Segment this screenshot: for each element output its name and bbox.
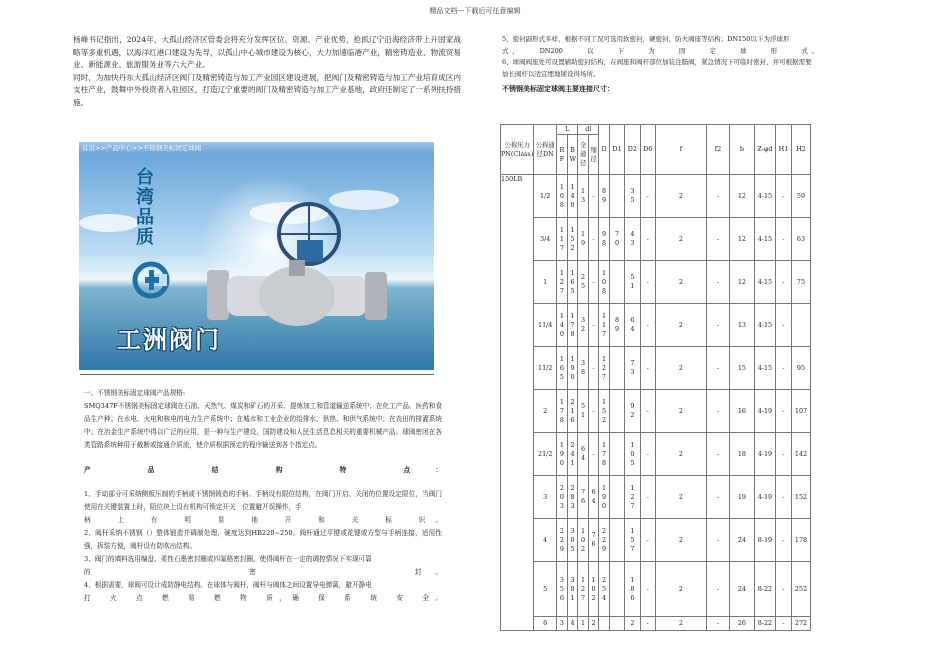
intro-paragraph-1: 杨峰书记指出，2024年，大孤山经济区管委会将充分发挥区位、资源、产业优势，抢抓辽宁沿海经济带上升国家战略等多重机遇，以海洋红港口建设为先导，以孤山中心城市建设为核心，大力加速临港产业，精密铸造业、物流贸易业、新能源业、旅游服务业等六大产业。 — [73, 35, 461, 70]
cell-D2: 105 — [625, 433, 640, 476]
left-intro — [73, 34, 461, 110]
cell-rf: 178 — [557, 390, 568, 433]
company-name: 工洲阀门 — [117, 326, 221, 354]
feature-5: 5、密封副形式多样，根据不同工况可选用软密封，硬密封，防火阀座等结构；DN150以下为浮球形 — [502, 35, 790, 43]
header-reduced: 缩径 — [588, 135, 599, 175]
feature-6: 6、球阀阀座处可设置辅助密封结构，在阀座和阀杆部位加装注脂阀，紧急情况下可临时密封，并可根据需要加长阀杆以适宜埋地铺设得场所。 — [502, 58, 812, 79]
cell-h2: 107 — [792, 390, 811, 433]
cell-bw: 190 — [567, 347, 578, 390]
header-D6: D6 — [640, 125, 655, 175]
cell-D6: - — [640, 218, 655, 261]
cell-f2: - — [706, 304, 729, 347]
cell-f: 2 — [655, 175, 706, 218]
cell-D1 — [609, 347, 624, 390]
header-dn: 公称通径DN — [534, 125, 557, 175]
cell-D: 127 — [599, 347, 610, 390]
cell-D6: - — [640, 390, 655, 433]
cell-D6: - — [640, 261, 655, 304]
spec-heading: 一、不锈钢美标固定球阀产品规格: — [84, 389, 186, 397]
cell-f2: - — [706, 218, 729, 261]
cell-D1 — [609, 519, 624, 562]
cell-h2: 95 — [792, 347, 811, 390]
cell-full: 127 — [578, 562, 589, 617]
cell-rf: 117 — [557, 218, 568, 261]
cell-h2: 152 — [792, 476, 811, 519]
dimensions-table — [500, 124, 811, 631]
table-row — [501, 519, 811, 562]
cell-D6: - — [640, 519, 655, 562]
cell-red: 102 — [588, 562, 599, 617]
cell-D2: 73 — [625, 347, 640, 390]
cell-bw: 241 — [567, 433, 578, 476]
dn-cell: 11/4 — [534, 304, 557, 347]
cell-b: 19 — [729, 476, 754, 519]
cell-bw: 283 — [567, 476, 578, 519]
cell-D2: 157 — [625, 519, 640, 562]
cell-bw: 381 — [567, 562, 578, 617]
header-L: L — [557, 125, 578, 135]
page-header: 精品文档---下载后可任意编辑 — [429, 7, 521, 15]
cell-z: 4-19 — [754, 476, 775, 519]
cell-D6: - — [640, 476, 655, 519]
cell-D2: 92 — [625, 390, 640, 433]
cell-h1: - — [775, 433, 791, 476]
cell-z: 4-19 — [754, 433, 775, 476]
cell-D2: 186 — [625, 562, 640, 617]
feature-1-cont: 柄 上 有 明 显 地 开 和 关 标 识。 — [84, 516, 442, 525]
cell-bw: 140 — [567, 175, 578, 218]
cell-f: 2 — [655, 562, 706, 617]
cell-b: 18 — [729, 433, 754, 476]
cell-f2: - — [706, 433, 729, 476]
dn-cell: 4 — [534, 519, 557, 562]
table-row — [501, 390, 811, 433]
cell-bw: 165 — [567, 261, 578, 304]
header-D2: D2 — [625, 125, 640, 175]
cell-full: 13 — [578, 175, 589, 218]
cell-h1: - — [775, 519, 791, 562]
cell-f: 2 — [655, 617, 706, 631]
cell-red: - — [588, 304, 599, 347]
cell-h2: 252 — [792, 562, 811, 617]
cell-h1: - — [775, 617, 791, 631]
table-row — [501, 617, 811, 631]
cell-red: 64 — [588, 476, 599, 519]
header-D1: D1 — [609, 125, 624, 175]
header-f: f — [655, 125, 706, 175]
header-pn: 公称压力PN(Class) — [501, 125, 534, 175]
cell-D: 152 — [599, 390, 610, 433]
ball-valve-illustration-icon — [199, 200, 399, 330]
cell-red: - — [588, 175, 599, 218]
cell-D1 — [609, 175, 624, 218]
table-row — [501, 347, 811, 390]
cell-red: 76 — [588, 519, 599, 562]
feature-4-cont: 打 火 点 燃 易 燃 物 质，确 保 系 统 安 全。 — [84, 593, 442, 602]
cell-b: 15 — [729, 347, 754, 390]
table-row — [501, 261, 811, 304]
breadcrumb-bar[interactable]: 首页>>产品中心>>不锈钢美标固定球阀 — [79, 142, 434, 154]
cell-f2: - — [706, 261, 729, 304]
dn-cell: 6 — [534, 617, 557, 631]
cell-b: 13 — [729, 304, 754, 347]
cell-f2: - — [706, 390, 729, 433]
cell-z: 8-22 — [754, 562, 775, 617]
cell-D6: - — [640, 347, 655, 390]
cell-f2: - — [706, 476, 729, 519]
cell-f2: - — [706, 519, 729, 562]
spec-paragraph: SMQ347F不锈钢美标固定球阀在石油、天然气、煤炭和矿石的开采、提炼加工和管道输送系统中；在化工产品、医药和食品生产种；在水电、火电和核电的电力生产系统中；在城市和工业企业的给排水、供热、和供气系统中；在农田的排灌系统中；在冶金生产系统中得以广泛的应用，是一种与生产建设，国防建设和人民生活息息相关的重要机械产品。球阀密闭在各类管路系统种用于截断或接通介质流，使介质根据预定的程序输送到各个指定点。 — [84, 401, 442, 449]
cell-h2: 142 — [792, 433, 811, 476]
cell-D1: 89 — [609, 304, 624, 347]
header-H2: H2 — [792, 125, 811, 175]
cell-z: 4-15 — [754, 218, 775, 261]
cell-D1 — [609, 433, 624, 476]
right-column — [502, 34, 818, 95]
dn-cell: 5 — [534, 562, 557, 617]
cell-rf: 165 — [557, 347, 568, 390]
cell-full: 38 — [578, 347, 589, 390]
feature-4: 4、根据需要，球阀可设计成防静电结构。在球体与阀杆，阀杆与阀体之间设置导电弹簧，避开静电 — [84, 580, 372, 589]
cell-f: 2 — [655, 261, 706, 304]
product-description — [84, 387, 442, 605]
cell-rf: 229 — [557, 519, 568, 562]
cell-full: 102 — [578, 519, 589, 562]
dn-cell: 3 — [534, 476, 557, 519]
cell-h2: 63 — [792, 218, 811, 261]
cell-b: 16 — [729, 390, 754, 433]
cell-D2: 43 — [625, 218, 640, 261]
cell-z: 8-22 — [754, 617, 775, 631]
cell-D2: 51 — [625, 261, 640, 304]
header-z: Z-φd — [754, 125, 775, 175]
cell-z: 8-19 — [754, 519, 775, 562]
cell-h2: 59 — [792, 175, 811, 218]
table-row — [501, 476, 811, 519]
cell-full: 32 — [578, 304, 589, 347]
cell-h1: - — [775, 562, 791, 617]
cell-red: - — [588, 347, 599, 390]
header-full: 全通径 — [578, 135, 589, 175]
cell-bw: 4 — [567, 617, 578, 631]
cell-D6: - — [640, 175, 655, 218]
cell-b: 24 — [729, 519, 754, 562]
cell-z: 4-15 — [754, 261, 775, 304]
cell-D: 89 — [599, 175, 610, 218]
cell-h2: 178 — [792, 519, 811, 562]
cell-rf: 108 — [557, 175, 568, 218]
cell-h1: - — [775, 261, 791, 304]
cell-full: 76 — [578, 476, 589, 519]
cell-full: 1 — [578, 617, 589, 631]
cell-full: 19 — [578, 218, 589, 261]
cell-f: 2 — [655, 347, 706, 390]
cell-h1: - — [775, 218, 791, 261]
cell-D1: 70 — [609, 218, 624, 261]
cell-bw: 216 — [567, 390, 578, 433]
table-row — [501, 562, 811, 617]
cell-h1: - — [775, 347, 791, 390]
cell-full: 25 — [578, 261, 589, 304]
cell-f: 2 — [655, 218, 706, 261]
cell-rf: 3 — [557, 617, 568, 631]
cell-D2: 64 — [625, 304, 640, 347]
header-BW: BW — [567, 135, 578, 175]
cell-rf: 190 — [557, 433, 568, 476]
intro-paragraph-2: 同时，为加快丹东大孤山经济区阀门及精密铸造与加工产业园区建设进展，把阀门及精密铸造与加工产业培育成区内支柱产业，鼓舞中外投资者入驻园区，打造辽宁重要的阀门及精密铸造与加工产业基地，政府还制定了一系列扶持措施。 — [73, 72, 461, 107]
table-title: 不锈钢美标固定球阀主要连接尺寸： — [502, 83, 614, 93]
section-divider — [80, 374, 434, 375]
cell-z: 4-15 — [754, 304, 775, 347]
cell-z: 4-15 — [754, 175, 775, 218]
cell-b: 26 — [729, 617, 754, 631]
cell-rf: 140 — [557, 304, 568, 347]
dn-cell: 11/2 — [534, 347, 557, 390]
cell-red: - — [588, 218, 599, 261]
cell-b: 12 — [729, 261, 754, 304]
cell-b: 24 — [729, 562, 754, 617]
cell-b: 12 — [729, 175, 754, 218]
cell-D: 254 — [599, 562, 610, 617]
dn-cell: 3/4 — [534, 218, 557, 261]
cell-h1: - — [775, 476, 791, 519]
cell-bw: 305 — [567, 519, 578, 562]
cell-red: - — [588, 433, 599, 476]
cell-f2: - — [706, 175, 729, 218]
header-RF: RF — [557, 135, 568, 175]
feature-3-cont: 的 密 封。 — [84, 567, 442, 576]
cell-h2 — [792, 304, 811, 347]
dn-cell: 2 — [534, 390, 557, 433]
cell-D: 229 — [599, 519, 610, 562]
cell-D: 178 — [599, 433, 610, 476]
table-row — [501, 175, 811, 218]
cell-D: 108 — [599, 261, 610, 304]
cell-D2: 35 — [625, 175, 640, 218]
cell-D: 190 — [599, 476, 610, 519]
cell-red: - — [588, 261, 599, 304]
cell-D1 — [609, 617, 624, 631]
cell-D — [599, 617, 610, 631]
cell-h2: 272 — [792, 617, 811, 631]
header-dl: dl — [578, 125, 599, 135]
table-row — [501, 433, 811, 476]
class-cell: 150LB — [501, 175, 534, 631]
cell-bw: 152 — [567, 218, 578, 261]
cell-h1: - — [775, 304, 791, 347]
cell-f: 2 — [655, 519, 706, 562]
cell-D1 — [609, 261, 624, 304]
product-banner — [79, 142, 434, 370]
cell-b: 12 — [729, 218, 754, 261]
features-heading: 产 品 结 构 特 点： — [84, 465, 442, 474]
cell-f2: - — [706, 617, 729, 631]
feature-5-cont: 式， DN200 以 下 为 固 定 球 形 式。 — [502, 46, 818, 55]
cell-full: 51 — [578, 390, 589, 433]
cell-D6: - — [640, 562, 655, 617]
table-row — [501, 304, 811, 347]
cell-D2: 127 — [625, 476, 640, 519]
cell-D: 117 — [599, 304, 610, 347]
cell-f2: - — [706, 347, 729, 390]
cell-f: 2 — [655, 476, 706, 519]
cell-D1 — [609, 562, 624, 617]
dn-cell: 1 — [534, 261, 557, 304]
cell-D: 98 — [599, 218, 610, 261]
cell-D6: - — [640, 617, 655, 631]
table-header-row-1 — [501, 125, 811, 135]
table-row — [501, 218, 811, 261]
cell-D6: - — [640, 304, 655, 347]
cell-D6: - — [640, 433, 655, 476]
cell-h2: 75 — [792, 261, 811, 304]
cell-bw: 178 — [567, 304, 578, 347]
header-H1: H1 — [775, 125, 791, 175]
cell-rf: 127 — [557, 261, 568, 304]
cell-rf: 356 — [557, 562, 568, 617]
cell-z: 4-15 — [754, 347, 775, 390]
cell-full: 64 — [578, 433, 589, 476]
cell-h1: - — [775, 175, 791, 218]
dn-cell: 21/2 — [534, 433, 557, 476]
dn-cell: 1/2 — [534, 175, 557, 218]
cell-D1 — [609, 390, 624, 433]
brand-quality-text: 台 湾 品 质 — [136, 167, 154, 248]
feature-3: 3、阀门的填料选用编盘、柔性石墨密封圈或四氟格密封圈，使得阀杆在一定的调控情况下实现可靠 — [84, 554, 372, 563]
cell-z: 4-19 — [754, 390, 775, 433]
header-f2: f2 — [706, 125, 729, 175]
cell-h1: - — [775, 390, 791, 433]
header-D: D — [599, 125, 610, 175]
cell-red: 2 — [588, 617, 599, 631]
cell-D1 — [609, 476, 624, 519]
cell-f: 2 — [655, 304, 706, 347]
feature-1: 1、手动部分可采纳侧板压制的手柄或不锈钢铸造的手柄。手柄设有限位结构，在阀门开启、关闭的位置设定限位，当阀门使用在关键装置上时，阻位块上设有机构可锁定开关 位置避开误操作，手 — [84, 490, 442, 512]
cell-f: 2 — [655, 390, 706, 433]
company-logo-icon — [131, 260, 171, 304]
header-b: b — [729, 125, 754, 175]
cell-f2: - — [706, 562, 729, 617]
cell-red: - — [588, 390, 599, 433]
cell-f: 2 — [655, 433, 706, 476]
cell-D2: 2 — [625, 617, 640, 631]
feature-2: 2、阀杆采纳不锈钢（）整体锻造并调制处理，硬度达到HB220~250。阀杆通过平键或花键或方型与手柄连接，适用性强，拆装方便，阀杆设有防吹出结构。 — [84, 529, 442, 551]
cell-rf: 203 — [557, 476, 568, 519]
